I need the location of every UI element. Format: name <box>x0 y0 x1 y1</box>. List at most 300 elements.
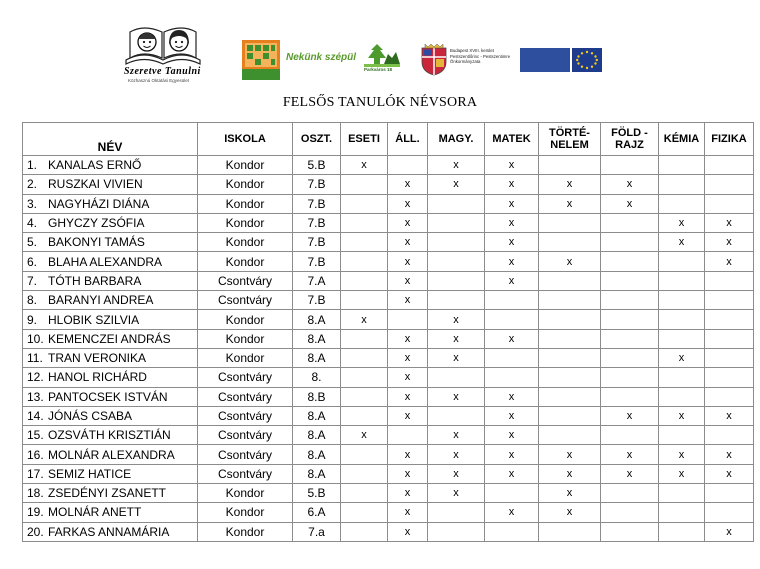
mark-cell-matek <box>485 310 539 329</box>
mark-cell-matek: x <box>485 445 539 464</box>
student-name: TRAN VERONIKA <box>48 351 147 366</box>
mark-cell-tortenelem <box>539 291 601 310</box>
mark-cell-kemia <box>659 368 705 387</box>
table-row <box>23 464 754 483</box>
column-header-nev: NÉV <box>23 123 198 156</box>
class-cell: 7.B <box>293 291 341 310</box>
class-cell: 7.B <box>293 233 341 252</box>
mark-cell-fizika <box>705 484 754 503</box>
mark-cell-tortenelem <box>539 406 601 425</box>
mark-cell-magy <box>428 271 485 290</box>
mark-cell-eseti <box>341 348 388 367</box>
mark-cell-tortenelem <box>539 213 601 232</box>
two-faces-book-icon <box>122 20 204 66</box>
mark-cell-eseti <box>341 194 388 213</box>
mark-cell-magy: x <box>428 445 485 464</box>
table-row <box>23 175 754 194</box>
mark-cell-all: x <box>388 406 428 425</box>
mark-cell-fizika <box>705 387 754 406</box>
column-header-all: ÁLL. <box>388 123 428 156</box>
mark-cell-fizika <box>705 291 754 310</box>
student-name-cell <box>23 426 198 445</box>
mark-cell-matek: x <box>485 252 539 271</box>
student-name: MOLNÁR ALEXANDRA <box>48 447 175 462</box>
table-row <box>23 484 754 503</box>
row-number: 5. <box>27 235 38 250</box>
mark-cell-magy: x <box>428 484 485 503</box>
mark-cell-all: x <box>388 271 428 290</box>
school-cell: Csontváry <box>198 387 293 406</box>
student-name: BLAHA ALEXANDRA <box>48 254 163 269</box>
mark-cell-tortenelem <box>539 348 601 367</box>
table-row <box>23 233 754 252</box>
student-name-cell <box>23 233 198 252</box>
mark-cell-all: x <box>388 503 428 522</box>
school-cell: Kondor <box>198 522 293 541</box>
mark-cell-magy <box>428 291 485 310</box>
table-row <box>23 426 754 445</box>
mark-cell-all <box>388 156 428 175</box>
school-cell: Kondor <box>198 156 293 175</box>
class-cell: 5.B <box>293 156 341 175</box>
class-cell: 7.B <box>293 194 341 213</box>
student-name: TÓTH BARBARA <box>48 273 142 288</box>
column-header-kemia: KÉMIA <box>659 123 705 156</box>
student-name: MOLNÁR ANETT <box>48 505 142 520</box>
mark-cell-kemia <box>659 271 705 290</box>
class-cell: 7.B <box>293 252 341 271</box>
mark-cell-foldrajz <box>601 291 659 310</box>
mark-cell-foldrajz <box>601 348 659 367</box>
class-cell: 8.B <box>293 387 341 406</box>
mark-cell-fizika: x <box>705 522 754 541</box>
school-cell: Kondor <box>198 194 293 213</box>
class-cell: 8.A <box>293 310 341 329</box>
table-header-row <box>23 123 754 156</box>
row-number: 20. <box>27 524 44 539</box>
mark-cell-matek: x <box>485 156 539 175</box>
table-row <box>23 522 754 541</box>
mark-cell-matek: x <box>485 175 539 194</box>
student-name-cell <box>23 503 198 522</box>
mark-cell-fizika: x <box>705 406 754 425</box>
mark-cell-all: x <box>388 484 428 503</box>
mark-cell-fizika: x <box>705 213 754 232</box>
mark-cell-magy <box>428 368 485 387</box>
havanna-emblem-icon <box>242 40 280 80</box>
student-name: FARKAS ANNAMÁRIA <box>48 524 170 539</box>
class-cell: 7.B <box>293 213 341 232</box>
mark-cell-kemia: x <box>659 406 705 425</box>
school-cell: Kondor <box>198 252 293 271</box>
mark-cell-eseti <box>341 233 388 252</box>
mark-cell-eseti <box>341 406 388 425</box>
szeretve-tanulni-logo <box>122 20 204 92</box>
school-cell: Csontváry <box>198 464 293 483</box>
mark-cell-tortenelem <box>539 271 601 290</box>
mark-cell-foldrajz <box>601 368 659 387</box>
class-cell: 8.A <box>293 426 341 445</box>
student-name: JÓNÁS CSABA <box>48 409 133 423</box>
table-row <box>23 271 754 290</box>
mark-cell-fizika <box>705 194 754 213</box>
szeretve-tanulni-name: Szeretve Tanulni <box>124 66 201 77</box>
student-name: RUSZKAI VIVIEN <box>48 177 143 192</box>
mark-cell-magy: x <box>428 464 485 483</box>
row-number: 16. <box>27 447 44 462</box>
mark-cell-kemia <box>659 522 705 541</box>
school-cell: Csontváry <box>198 291 293 310</box>
student-name: BAKONYI TAMÁS <box>48 235 145 250</box>
mark-cell-matek: x <box>485 194 539 213</box>
class-cell: 8.A <box>293 348 341 367</box>
class-cell: 8.A <box>293 329 341 348</box>
table-row <box>23 368 754 387</box>
mark-cell-all: x <box>388 368 428 387</box>
school-cell: Csontváry <box>198 271 293 290</box>
crest-caption <box>450 48 510 65</box>
mark-cell-magy <box>428 252 485 271</box>
student-name: GHYCZY ZSÓFIA <box>48 216 145 231</box>
row-number: 11. <box>27 351 43 366</box>
uj-magyarorszag-eu-flag-icon <box>520 46 602 74</box>
mark-cell-matek: x <box>485 387 539 406</box>
mark-cell-magy: x <box>428 156 485 175</box>
mark-cell-all: x <box>388 464 428 483</box>
parkvaros-18-logo <box>364 44 400 80</box>
column-header-fizika: FIZIKA <box>705 123 754 156</box>
school-cell: Csontváry <box>198 368 293 387</box>
mark-cell-foldrajz <box>601 252 659 271</box>
class-cell: 6.A <box>293 503 341 522</box>
mark-cell-all <box>388 310 428 329</box>
mark-cell-magy: x <box>428 387 485 406</box>
mark-cell-kemia <box>659 426 705 445</box>
mark-cell-all: x <box>388 329 428 348</box>
mark-cell-all: x <box>388 213 428 232</box>
mark-cell-all: x <box>388 387 428 406</box>
mark-cell-tortenelem <box>539 233 601 252</box>
mark-cell-foldrajz: x <box>601 406 659 425</box>
mark-cell-eseti: x <box>341 426 388 445</box>
mark-cell-fizika: x <box>705 233 754 252</box>
mark-cell-fizika <box>705 310 754 329</box>
row-number: 18. <box>27 486 44 501</box>
table-row <box>23 291 754 310</box>
mark-cell-foldrajz <box>601 213 659 232</box>
coat-of-arms-icon <box>420 44 448 76</box>
budapest-xviii-crest-logo <box>420 44 512 78</box>
mark-cell-kemia: x <box>659 348 705 367</box>
row-number: 6. <box>27 254 38 269</box>
mark-cell-tortenelem <box>539 368 601 387</box>
student-name: OZSVÁTH KRISZTIÁN <box>48 428 171 443</box>
mark-cell-kemia <box>659 329 705 348</box>
mark-cell-matek: x <box>485 406 539 425</box>
mark-cell-matek <box>485 368 539 387</box>
row-number: 13. <box>27 389 44 404</box>
class-cell: 8.A <box>293 406 341 425</box>
mark-cell-tortenelem: x <box>539 194 601 213</box>
school-cell: Csontváry <box>198 406 293 425</box>
student-name-cell <box>23 252 198 271</box>
column-header-iskola: ISKOLA <box>198 123 293 156</box>
mark-cell-tortenelem: x <box>539 484 601 503</box>
student-name-cell <box>23 291 198 310</box>
mark-cell-matek: x <box>485 426 539 445</box>
mark-cell-tortenelem <box>539 329 601 348</box>
mark-cell-tortenelem <box>539 387 601 406</box>
mark-cell-fizika <box>705 175 754 194</box>
student-name: HLOBIK SZILVIA <box>48 312 140 327</box>
mark-cell-foldrajz <box>601 310 659 329</box>
mark-cell-all: x <box>388 522 428 541</box>
mark-cell-eseti <box>341 464 388 483</box>
row-number: 15. <box>27 428 44 443</box>
mark-cell-fizika: x <box>705 445 754 464</box>
mark-cell-all: x <box>388 175 428 194</box>
mark-cell-matek <box>485 348 539 367</box>
mark-cell-eseti <box>341 252 388 271</box>
student-name: NAGYHÁZI DIÁNA <box>48 196 150 211</box>
school-cell: Kondor <box>198 484 293 503</box>
mark-cell-foldrajz <box>601 387 659 406</box>
school-cell: Kondor <box>198 348 293 367</box>
mark-cell-kemia <box>659 252 705 271</box>
mark-cell-kemia <box>659 291 705 310</box>
mark-cell-fizika <box>705 329 754 348</box>
mark-cell-all: x <box>388 194 428 213</box>
table-row <box>23 387 754 406</box>
student-name: HANOL RICHÁRD <box>48 370 147 385</box>
student-name-cell <box>23 271 198 290</box>
mark-cell-magy <box>428 406 485 425</box>
document-title: FELSŐS TANULÓK NÉVSORA <box>282 95 478 110</box>
mark-cell-kemia <box>659 484 705 503</box>
mark-cell-magy <box>428 194 485 213</box>
row-number: 4. <box>27 216 38 231</box>
mark-cell-matek <box>485 484 539 503</box>
mark-cell-tortenelem <box>539 522 601 541</box>
parkvaros-18-name: Parkváros 18 <box>364 67 393 72</box>
parkvaros-tree-icon <box>364 44 400 68</box>
row-number: 14. <box>27 409 44 423</box>
mark-cell-kemia <box>659 387 705 406</box>
mark-cell-tortenelem: x <box>539 252 601 271</box>
column-header-magy: MAGY. <box>428 123 485 156</box>
mark-cell-magy <box>428 503 485 522</box>
class-cell: 7.A <box>293 271 341 290</box>
school-cell: Kondor <box>198 310 293 329</box>
student-name-cell <box>23 484 198 503</box>
mark-cell-fizika <box>705 368 754 387</box>
mark-cell-tortenelem <box>539 310 601 329</box>
class-cell: 5.B <box>293 484 341 503</box>
mark-cell-magy: x <box>428 310 485 329</box>
mark-cell-foldrajz <box>601 426 659 445</box>
mark-cell-matek: x <box>485 503 539 522</box>
student-name-cell <box>23 213 198 232</box>
student-name: ZSEDÉNYI ZSANETT <box>48 486 167 501</box>
row-number: 7. <box>27 273 38 288</box>
mark-cell-magy <box>428 213 485 232</box>
student-name: KEMENCZEI ANDRÁS <box>48 331 171 346</box>
mark-cell-foldrajz <box>601 156 659 175</box>
class-cell: 8.A <box>293 464 341 483</box>
mark-cell-tortenelem <box>539 156 601 175</box>
mark-cell-eseti <box>341 271 388 290</box>
student-name-cell <box>23 156 198 175</box>
mark-cell-eseti <box>341 213 388 232</box>
school-cell: Kondor <box>198 213 293 232</box>
crest-caption-line2: Pestszentlőrinc - Pestszentimre <box>450 53 511 59</box>
table-row <box>23 310 754 329</box>
table-body <box>23 156 754 542</box>
class-cell: 7.B <box>293 175 341 194</box>
mark-cell-foldrajz: x <box>601 445 659 464</box>
school-cell: Kondor <box>198 233 293 252</box>
mark-cell-all: x <box>388 252 428 271</box>
column-header-oszt: OSZT. <box>293 123 341 156</box>
crest-caption-line1: Budapest XVIII. kerület <box>450 48 494 53</box>
mark-cell-matek <box>485 522 539 541</box>
mark-cell-eseti: x <box>341 310 388 329</box>
mark-cell-matek: x <box>485 213 539 232</box>
student-name-cell <box>23 464 198 483</box>
row-number: 19. <box>27 505 44 520</box>
school-cell: Csontváry <box>198 445 293 464</box>
mark-cell-eseti: x <box>341 156 388 175</box>
class-cell: 7.a <box>293 522 341 541</box>
table-row <box>23 213 754 232</box>
table-row <box>23 156 754 175</box>
school-cell: Kondor <box>198 329 293 348</box>
mark-cell-tortenelem: x <box>539 503 601 522</box>
mark-cell-kemia <box>659 175 705 194</box>
table-row <box>23 406 754 425</box>
mark-cell-magy: x <box>428 175 485 194</box>
mark-cell-fizika <box>705 156 754 175</box>
mark-cell-foldrajz <box>601 271 659 290</box>
mark-cell-eseti <box>341 445 388 464</box>
mark-cell-foldrajz <box>601 503 659 522</box>
table-row <box>23 194 754 213</box>
mark-cell-tortenelem: x <box>539 464 601 483</box>
class-cell: 8. <box>293 368 341 387</box>
student-name-cell <box>23 445 198 464</box>
student-name-cell <box>23 310 198 329</box>
mark-cell-magy: x <box>428 348 485 367</box>
mark-cell-foldrajz <box>601 484 659 503</box>
mark-cell-fizika <box>705 348 754 367</box>
mark-cell-fizika: x <box>705 464 754 483</box>
mark-cell-all: x <box>388 445 428 464</box>
column-header-matek: MATEK <box>485 123 539 156</box>
school-cell: Kondor <box>198 503 293 522</box>
mark-cell-matek: x <box>485 329 539 348</box>
mark-cell-fizika <box>705 426 754 445</box>
school-cell: Kondor <box>198 175 293 194</box>
mark-cell-magy: x <box>428 329 485 348</box>
mark-cell-eseti <box>341 175 388 194</box>
mark-cell-kemia: x <box>659 464 705 483</box>
mark-cell-kemia <box>659 310 705 329</box>
crest-caption-line3: Önkormányzata <box>450 59 481 64</box>
mark-cell-tortenelem <box>539 426 601 445</box>
row-number: 3. <box>27 196 38 211</box>
mark-cell-eseti <box>341 522 388 541</box>
student-roster-table <box>22 122 754 542</box>
mark-cell-foldrajz <box>601 522 659 541</box>
mi-havannank-logo <box>242 40 280 80</box>
row-number: 17. <box>27 466 44 481</box>
student-name-cell <box>23 329 198 348</box>
class-cell: 8.A <box>293 445 341 464</box>
mark-cell-eseti <box>341 503 388 522</box>
mark-cell-kemia <box>659 156 705 175</box>
row-number: 8. <box>27 293 38 308</box>
student-name-cell <box>23 194 198 213</box>
mark-cell-foldrajz: x <box>601 464 659 483</box>
student-name-cell <box>23 387 198 406</box>
mark-cell-eseti <box>341 368 388 387</box>
mark-cell-matek: x <box>485 233 539 252</box>
mark-cell-eseti <box>341 329 388 348</box>
row-number: 1. <box>27 158 38 173</box>
mark-cell-eseti <box>341 484 388 503</box>
mark-cell-foldrajz <box>601 329 659 348</box>
mark-cell-all <box>388 426 428 445</box>
table-row <box>23 348 754 367</box>
mark-cell-foldrajz: x <box>601 194 659 213</box>
student-name-cell <box>23 522 198 541</box>
table-row <box>23 252 754 271</box>
mark-cell-matek: x <box>485 271 539 290</box>
column-header-foldrajz: FÖLD - RAJZ <box>601 123 659 156</box>
mark-cell-tortenelem: x <box>539 175 601 194</box>
mark-cell-fizika <box>705 271 754 290</box>
mark-cell-magy <box>428 522 485 541</box>
row-number: 12. <box>27 370 44 385</box>
mark-cell-foldrajz: x <box>601 175 659 194</box>
szeretve-tanulni-subtitle: Közhasznú Oktatási Egyesület <box>128 78 190 83</box>
column-header-tortenelem: TÖRTÉ- NELEM <box>539 123 601 156</box>
table-row <box>23 503 754 522</box>
mark-cell-fizika <box>705 503 754 522</box>
school-cell: Csontváry <box>198 426 293 445</box>
mark-cell-kemia: x <box>659 213 705 232</box>
mark-cell-all: x <box>388 233 428 252</box>
mark-cell-eseti <box>341 291 388 310</box>
row-number: 9. <box>27 312 38 327</box>
mark-cell-magy <box>428 233 485 252</box>
row-number: 2. <box>27 177 38 192</box>
table-row <box>23 445 754 464</box>
uj-magyarorszag-eu-logo <box>520 46 602 74</box>
mark-cell-eseti <box>341 387 388 406</box>
student-name-cell <box>23 368 198 387</box>
mark-cell-matek: x <box>485 464 539 483</box>
student-name-cell <box>23 406 198 425</box>
mark-cell-kemia: x <box>659 445 705 464</box>
mark-cell-all: x <box>388 348 428 367</box>
student-name: PANTOCSEK ISTVÁN <box>48 389 168 404</box>
mark-cell-tortenelem: x <box>539 445 601 464</box>
mark-cell-foldrajz <box>601 233 659 252</box>
table-row <box>23 329 754 348</box>
mark-cell-kemia <box>659 194 705 213</box>
student-name-cell <box>23 348 198 367</box>
